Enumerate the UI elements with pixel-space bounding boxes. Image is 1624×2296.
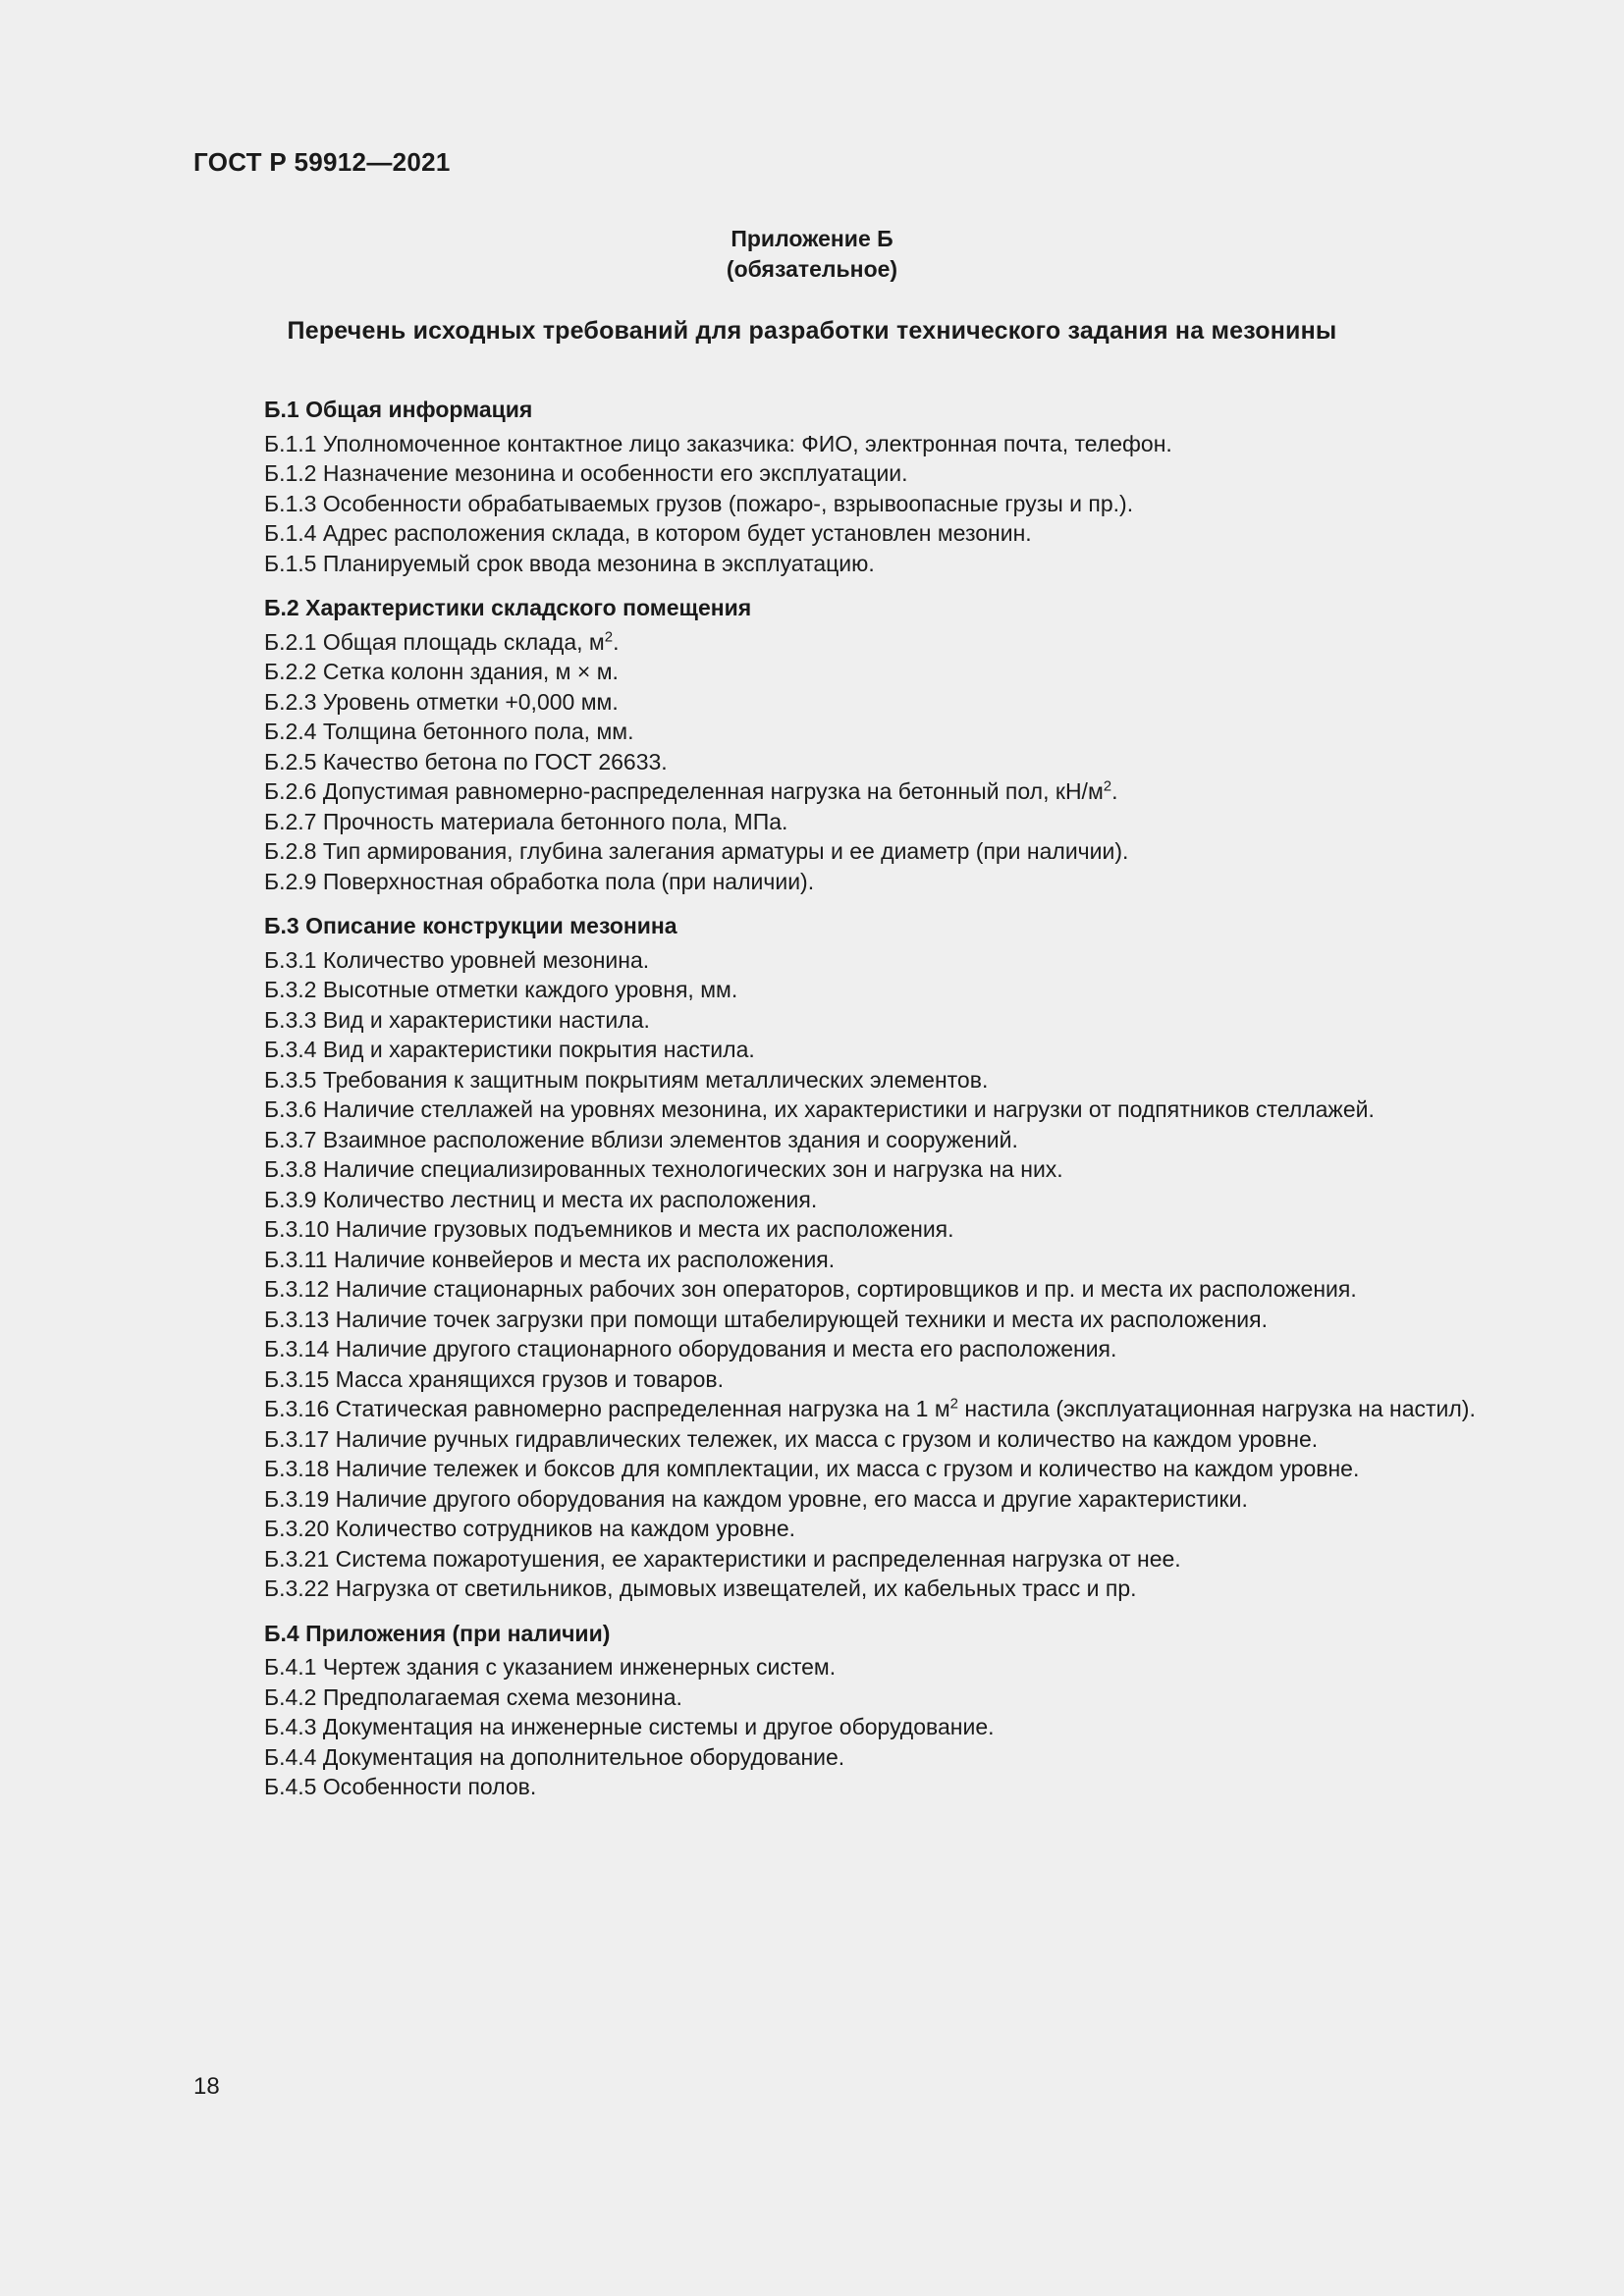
item-text: Б.1.5 Планируемый срок ввода мезонина в эксплуатацию. [264, 550, 875, 576]
item-text: Б.2.6 Допустимая равномерно-распределенная нагрузка на бетонный пол, кН/м [264, 778, 1104, 804]
list-item [193, 1245, 1508, 1275]
list-item [193, 1005, 1508, 1036]
section-heading: Б.1 Общая информация [264, 397, 533, 422]
item-text: Б.3.16 Статическая равномерно распределенная нагрузка на 1 м [264, 1396, 950, 1421]
item-text: Б.2.2 Сетка колонн здания, м × м. [264, 659, 619, 684]
item-text-tail: . [1111, 778, 1118, 804]
superscript: 2 [949, 1395, 958, 1413]
item-text: Б.4.4 Документация на дополнительное оборудование. [264, 1743, 845, 1770]
section [193, 395, 1508, 578]
list-item [193, 1035, 1508, 1065]
list-item [193, 458, 1508, 489]
list-item [193, 627, 1508, 658]
list-item [193, 1334, 1508, 1364]
item-text: Б.3.1 Количество уровней мезонина. [264, 946, 650, 973]
item-text: Б.2.4 Толщина бетонного пола, мм. [264, 719, 634, 744]
annex-heading [0, 224, 1624, 285]
list-item [193, 1214, 1508, 1245]
section [193, 1619, 1508, 1802]
list-item [193, 975, 1508, 1005]
list-item [193, 1364, 1508, 1395]
list-item [193, 776, 1508, 807]
list-item [193, 518, 1508, 549]
item-text: Б.3.13 Наличие точек загрузки при помощи штабелирующей техники и места их расположения. [264, 1306, 1268, 1332]
item-text: Б.2.3 Уровень отметки +0,000 мм. [264, 688, 619, 715]
list-item [193, 1712, 1508, 1742]
list-item [193, 1514, 1508, 1544]
item-text: Б.2.9 Поверхностная обработка пола (при наличии). [264, 868, 815, 894]
item-text: Б.3.10 Наличие грузовых подъемников и места их расположения. [264, 1216, 954, 1242]
section-heading: Б.4 Приложения (при наличии) [264, 1620, 611, 1646]
list-item [193, 1682, 1508, 1713]
list-item [193, 1772, 1508, 1802]
item-text: Б.2.5 Качество бетона по ГОСТ 26633. [264, 748, 668, 774]
item-text: Б.3.2 Высотные отметки каждого уровня, мм. [264, 977, 738, 1002]
section-heading: Б.2 Характеристики складского помещения [264, 595, 752, 620]
list-item [193, 945, 1508, 976]
list-item [193, 687, 1508, 718]
item-text: Б.3.22 Нагрузка от светильников, дымовых извещателей, их кабельных трасс и пр. [264, 1575, 1137, 1601]
item-text: Б.3.11 Наличие конвейеров и места их расположения. [264, 1246, 836, 1272]
list-item [193, 717, 1508, 747]
item-text: Б.1.4 Адрес расположения склада, в котором будет установлен мезонин. [264, 520, 1032, 546]
item-text: Б.3.6 Наличие стеллажей на уровнях мезонина, их характеристики и нагрузки от подпятников стеллажей. [264, 1096, 1375, 1122]
annex-status: (обязательное) [726, 256, 898, 282]
page-number: 18 [193, 2073, 220, 2100]
section [193, 911, 1508, 1604]
list-item [193, 1095, 1508, 1125]
list-item [193, 1424, 1508, 1455]
item-text: Б.4.5 Особенности полов. [264, 1774, 537, 1799]
list-item [193, 1742, 1508, 1773]
superscript: 2 [604, 627, 614, 645]
list-item [193, 1185, 1508, 1215]
list-item [193, 1574, 1508, 1604]
list-item [193, 867, 1508, 897]
list-item [193, 1544, 1508, 1575]
list-item [193, 747, 1508, 777]
item-text: Б.2.1 Общая площадь склада, м [264, 628, 605, 655]
document-code: ГОСТ Р 59912—2021 [193, 147, 451, 177]
list-item [193, 1274, 1508, 1305]
list-item [193, 1454, 1508, 1484]
list-item [193, 1305, 1508, 1335]
section [193, 593, 1508, 896]
item-text: Б.1.2 Назначение мезонина и особенности его эксплуатации. [264, 460, 908, 486]
item-text: Б.2.7 Прочность материала бетонного пола, МПа. [264, 808, 788, 834]
item-text: Б.3.3 Вид и характеристики настила. [264, 1006, 650, 1033]
item-text: Б.3.20 Количество сотрудников на каждом уровне. [264, 1516, 796, 1541]
list-item [193, 836, 1508, 867]
list-item [193, 489, 1508, 519]
list-item [193, 807, 1508, 837]
list-item [193, 1652, 1508, 1682]
item-text: Б.3.4 Вид и характеристики покрытия настила. [264, 1037, 755, 1062]
item-text: Б.3.8 Наличие специализированных технологических зон и нагрузка на них. [264, 1156, 1063, 1182]
list-item [193, 1484, 1508, 1515]
item-text: Б.4.3 Документация на инженерные системы и другое оборудование. [264, 1714, 995, 1739]
list-item [193, 657, 1508, 687]
list-item [193, 1154, 1508, 1185]
item-text: Б.3.12 Наличие стационарных рабочих зон операторов, сортировщиков и пр. и места их расположения. [264, 1276, 1357, 1302]
list-item [193, 1125, 1508, 1155]
item-text: Б.3.7 Взаимное расположение вблизи элементов здания и сооружений. [264, 1126, 1018, 1152]
item-text: Б.3.17 Наличие ручных гидравлических тележек, их масса с грузом и количество на каждом уровне. [264, 1425, 1319, 1452]
item-text: Б.3.9 Количество лестниц и места их расположения. [264, 1186, 818, 1212]
item-text: Б.1.1 Уполномоченное контактное лицо заказчика: ФИО, электронная почта, телефон. [264, 430, 1172, 456]
section-heading: Б.3 Описание конструкции мезонина [264, 913, 677, 938]
item-text: Б.3.18 Наличие тележек и боксов для комплектации, их масса с грузом и количество на каждом уровне. [264, 1456, 1360, 1481]
item-text: Б.3.21 Система пожаротушения, ее характеристики и распределенная нагрузка от нее. [264, 1545, 1181, 1572]
item-text: Б.3.15 Масса хранящихся грузов и товаров. [264, 1365, 724, 1392]
page-title: Перечень исходных требований для разработки технического задания на мезонины [287, 317, 1337, 345]
list-item [193, 1065, 1508, 1095]
list-item [193, 549, 1508, 579]
superscript: 2 [1103, 777, 1112, 795]
item-text: Б.3.14 Наличие другого стационарного оборудования и места его расположения. [264, 1336, 1117, 1362]
requirements-list [193, 395, 1508, 1817]
list-item [193, 1394, 1508, 1424]
list-item [193, 429, 1508, 459]
annex-title: Приложение Б [731, 226, 893, 251]
item-text-tail: настила (эксплуатационная нагрузка на настил). [958, 1396, 1476, 1421]
item-text: Б.3.19 Наличие другого оборудования на каждом уровне, его масса и другие характеристики. [264, 1485, 1248, 1512]
item-text: Б.4.1 Чертеж здания с указанием инженерных систем. [264, 1654, 837, 1680]
item-text: Б.4.2 Предполагаемая схема мезонина. [264, 1683, 682, 1710]
item-text-tail: . [613, 628, 620, 655]
item-text: Б.2.8 Тип армирования, глубина залегания арматуры и ее диаметр (при наличии). [264, 838, 1129, 864]
item-text: Б.1.3 Особенности обрабатываемых грузов (пожаро-, взрывоопасные грузы и пр.). [264, 490, 1134, 516]
item-text: Б.3.5 Требования к защитным покрытиям металлических элементов. [264, 1066, 989, 1093]
